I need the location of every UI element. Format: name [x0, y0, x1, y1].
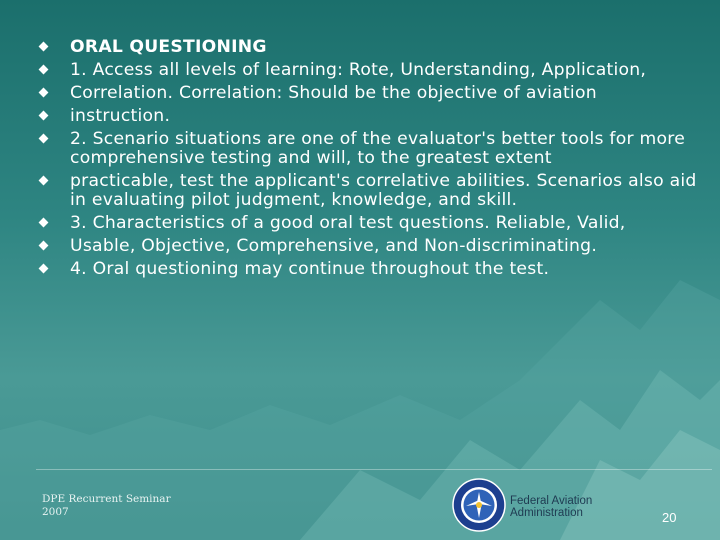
bullet-text: practicable, test the applicant's correlative abilities. Scenarios also aid in evaluating pilot judgment, knowledge, and skill. — [70, 171, 697, 210]
bullet-text: 4. Oral questioning may continue throughout the test. — [70, 259, 550, 279]
diamond-bullet-icon — [39, 264, 49, 274]
bullet-item — [40, 130, 710, 168]
diamond-bullet-icon — [39, 134, 49, 144]
faa-seal-icon — [452, 478, 506, 532]
bullet-list — [40, 38, 710, 283]
bullet-text: Correlation. Correlation: Should be the objective of aviation — [70, 83, 597, 103]
bullet-text: instruction. — [70, 106, 171, 126]
seminar-year: 2007 — [42, 506, 69, 518]
page-number: 20 — [662, 510, 677, 525]
bullet-item — [40, 61, 710, 80]
bullet-item — [40, 172, 710, 210]
agency-line-1: Federal Aviation — [510, 495, 593, 507]
bullet-text: 2. Scenario situations are one of the evaluator's better tools for more comprehensive testing and will, to the greatest extent — [70, 129, 686, 168]
bullet-item — [40, 214, 710, 233]
bullet-text: 1. Access all levels of learning: Rote, Understanding, Application, — [70, 60, 647, 80]
bullet-text: ORAL QUESTIONING — [70, 37, 267, 57]
seminar-caption — [42, 493, 171, 519]
seminar-title: DPE Recurrent Seminar — [42, 493, 171, 505]
bullet-item — [40, 107, 710, 126]
bullet-text: Usable, Objective, Comprehensive, and Non-discriminating. — [70, 236, 598, 256]
bullet-text: 3. Characteristics of a good oral test questions. Reliable, Valid, — [70, 213, 626, 233]
bullet-item — [40, 38, 710, 57]
diamond-bullet-icon — [39, 218, 49, 228]
bullet-item — [40, 237, 710, 256]
diamond-bullet-icon — [39, 65, 49, 75]
agency-name — [510, 495, 592, 519]
diamond-bullet-icon — [39, 176, 49, 186]
agency-line-2: Administration — [510, 507, 583, 519]
diamond-bullet-icon — [39, 42, 49, 52]
bullet-item — [40, 260, 710, 279]
diamond-bullet-icon — [39, 111, 49, 121]
diamond-bullet-icon — [39, 88, 49, 98]
diamond-bullet-icon — [39, 241, 49, 251]
bullet-item — [40, 84, 710, 103]
footer-divider — [36, 469, 712, 470]
